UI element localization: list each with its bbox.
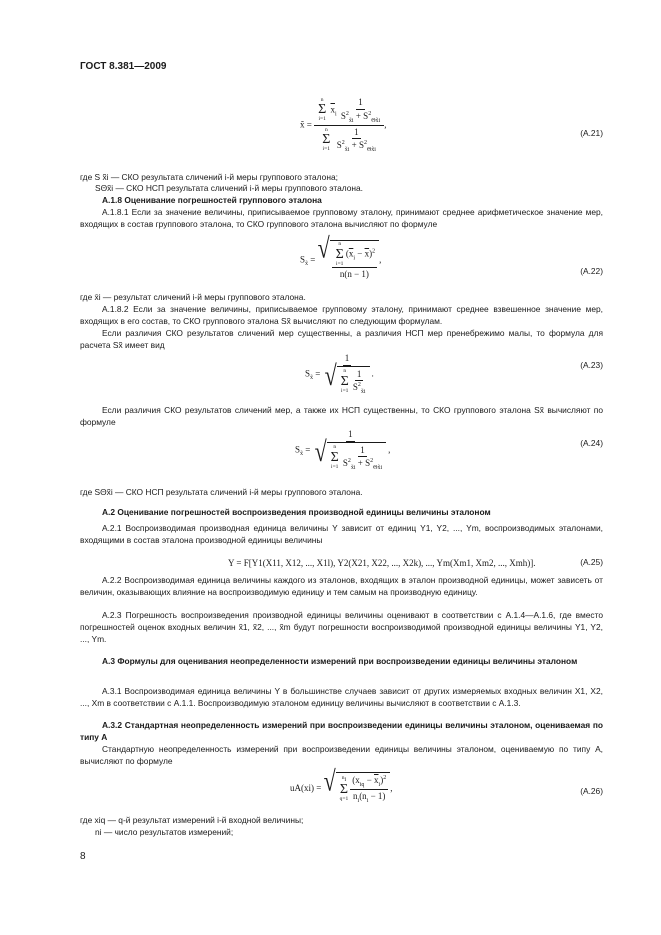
equation-number-a23: (А.23): [580, 360, 603, 370]
heading-a2: А.2 Оценивание погрешностей воспроизведения производной единицы величины эталоном: [102, 507, 491, 517]
page-number: 8: [80, 851, 86, 862]
paragraph-a22: А.2.2 Воспроизводимая единица величины каждого из эталонов, входящих в эталон производной единицы, может зависеть от величин, оказывающих влияние на воспроизводимую единицу и тем самым на производную единицу.: [80, 575, 603, 597]
equation-number-a25: (А.25): [580, 557, 603, 567]
formula-a25: Y = F[Y1(X11, X12, ..., X1l), Y2(X21, X22, ..., X2k), ..., Ym(Xm1, Xm2, ..., Xmh)].: [228, 558, 536, 568]
where-a26-line2: ni — число результатов измерений;: [95, 827, 234, 837]
equation-number-a24: (А.24): [580, 438, 603, 448]
paragraph-a23: А.2.3 Погрешность воспроизведения производной единицы величины оценивают в соответствии с А.1.4—А.1.6, где вместо погрешностей оценок входных величин x̃1, x̃2, ..., x̃m будут погрешности воспроизводимой производной единицы величины Y1, Y2, ..., Ym.: [80, 610, 603, 644]
where-a21-line2: SΘx̃i — СКО НСП результата сличений i-й меры группового эталона.: [95, 183, 364, 193]
where-a24: где SΘx̃i — СКО НСП результата сличений i-й меры группового эталона.: [80, 487, 363, 497]
paragraph-a182b: Если различия СКО результатов сличений мер существенны, а различия НСП мер пренебрежимо малы, то формула для расчета Sx̃ имеет вид: [80, 328, 603, 350]
formula-a26: uA(xi) = √ $n_i$ Σ q=1 $\frac{(x_{iq} - \overline{x}_i)^2}{n_i(n_i - 1)}$ ,: [290, 764, 393, 804]
paragraph-a182: А.1.8.2 Если за значение величины, приписываемое групповому эталону, принимают среднее взвешенное значение мер, входящих в его состав, то СКО группового эталона Sx̃ вычисляют по следующим формулам.: [80, 304, 603, 326]
formula-a23: $S_{x̃}$ = 1 √ n Σ i=1 $\frac{1}{S^2_{x̃i}}$ .: [305, 353, 374, 395]
formula-a24: $S_{x̃}$ = 1 √ n Σ i=1 $\frac{1}{S^2_{x̃i} + S^2_{\Theta x̃i}}$ ,: [295, 429, 391, 471]
paragraph-a32: Стандартную неопределенность измерений при воспроизведении единицы величины эталоном, оцениваемую по типу А, вычисляют по формуле: [80, 744, 603, 766]
equation-number-a26: (А.26): [580, 786, 603, 796]
formula-a21-lhs: x̃ =: [300, 119, 312, 130]
equation-number-a22: (А.22): [580, 266, 603, 276]
heading-a3: А.3 Формулы для оценивания неопределенности измерений при воспроизведении единицы величины эталоном: [102, 656, 578, 666]
where-a26-line1: где xiq — q-й результат измерений i-й входной величины;: [80, 815, 304, 825]
heading-a18: А.1.8 Оценивание погрешностей группового эталона: [102, 195, 322, 205]
paragraph-a182c: Если различия СКО результатов сличений мер, а также их НСП существенны, то СКО группового эталона Sx̃ вычисляют по формуле: [80, 405, 603, 427]
formula-a21: x̃ = n Σ i=1 $\overline{x}_i$ $\frac{1}{S^2_{x̃i} + S^2_{\Theta x̃i}}$ n Σ i=1 $\frac{1}{S^2_{x̃i} + S^2_{\Theta x̃i}}$ ,: [300, 96, 387, 154]
where-a22: где x̄i — результат сличений i-й меры группового эталона.: [80, 292, 306, 302]
paragraph-a31: А.3.1 Воспроизводимая единица величины Y в большинстве случаев зависит от других измеряемых входных величин X1, X2, ..., Xm в соответствии с А.1.1. Воспроизводимую эталоном единицу величины вычисляют в соответствии с А.1.3.: [80, 686, 603, 708]
paragraph-a21: А.2.1 Воспроизводимая производная единица величины Y зависит от единиц Y1, Y2, ..., Ym, воспроизводимых эталонами, входящими в состав эталона производной единицы величины: [80, 523, 603, 545]
formula-a22: $S_{x̃}$ = √ n Σ i=1 $(\overline{x}_i - \overline{x})^2$ n(n − 1) ,: [300, 231, 382, 279]
paragraph-a181: А.1.8.1 Если за значение величины, приписываемое групповому эталону, принимают среднее арифметическое значение мер, входящих в состав группового эталона, то СКО группового эталона вычисляют по формуле: [80, 207, 603, 229]
heading-a32: А.3.2 Стандартная неопределенность измерений при воспроизведении единицы величины эталоном, оцениваемая по типу А: [80, 720, 603, 742]
where-a21-line1: где S x̃i — СКО результата сличений i-й меры группового эталона;: [80, 172, 338, 182]
equation-number-a21: (А.21): [580, 128, 603, 138]
document-header: ГОСТ 8.381—2009: [80, 61, 167, 72]
